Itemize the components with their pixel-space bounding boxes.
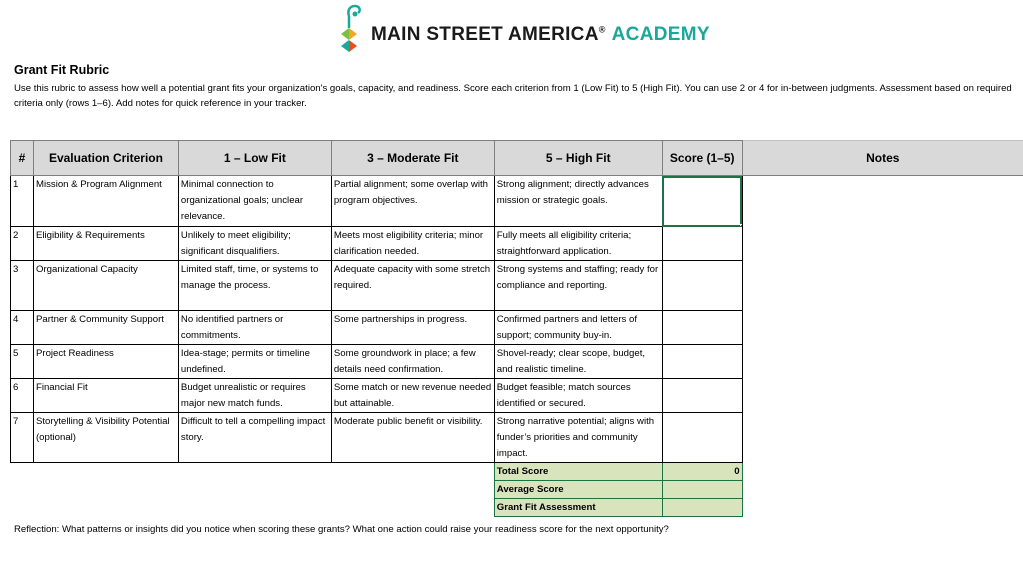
score-cell[interactable] (662, 413, 742, 463)
criterion-cell[interactable]: Eligibility & Requirements (33, 227, 178, 261)
table-row (11, 413, 1023, 463)
criterion-cell[interactable]: Project Readiness (33, 345, 178, 379)
high-fit-cell[interactable]: Strong systems and staffing; ready for compliance and reporting. (494, 261, 662, 311)
row-number[interactable]: 1 (11, 176, 34, 227)
grant-fit-assessment-label[interactable]: Grant Fit Assessment (494, 499, 662, 517)
table-row (11, 311, 1023, 345)
logo-mark-icon (333, 4, 365, 52)
moderate-fit-cell[interactable]: Meets most eligibility criteria; minor clarification needed. (331, 227, 494, 261)
table-row (11, 176, 1023, 227)
header-moderate-fit[interactable]: 3 – Moderate Fit (331, 141, 494, 176)
criterion-cell[interactable]: Mission & Program Alignment (33, 176, 178, 227)
average-score-row (11, 481, 1023, 499)
low-fit-cell[interactable]: Minimal connection to organizational goals; unclear relevance. (178, 176, 331, 227)
row-number[interactable]: 7 (11, 413, 34, 463)
row-number[interactable]: 6 (11, 379, 34, 413)
high-fit-cell[interactable]: Fully meets all eligibility criteria; straightforward application. (494, 227, 662, 261)
criterion-cell[interactable]: Storytelling & Visibility Potential (optional) (33, 413, 178, 463)
header-high-fit[interactable]: 5 – High Fit (494, 141, 662, 176)
header-criterion[interactable]: Evaluation Criterion (33, 141, 178, 176)
notes-cell[interactable] (742, 413, 1023, 463)
header-notes[interactable]: Notes (742, 141, 1023, 176)
low-fit-cell[interactable]: Unlikely to meet eligibility; significant disqualifiers. (178, 227, 331, 261)
logo-main-text: MAIN STREET AMERICA (371, 24, 599, 45)
criterion-cell[interactable]: Financial Fit (33, 379, 178, 413)
header-row (11, 141, 1023, 176)
high-fit-cell[interactable]: Strong narrative potential; aligns with funder’s priorities and community impact. (494, 413, 662, 463)
moderate-fit-cell[interactable]: Some groundwork in place; a few details need confirmation. (331, 345, 494, 379)
total-score-row (11, 463, 1023, 481)
fill-handle[interactable] (740, 224, 743, 227)
grant-fit-assessment-row (11, 499, 1023, 517)
score-cell[interactable] (662, 379, 742, 413)
row-number[interactable]: 5 (11, 345, 34, 379)
grant-fit-assessment-value[interactable] (662, 499, 742, 517)
score-cell[interactable] (662, 345, 742, 379)
score-cell[interactable] (662, 261, 742, 311)
rubric-table (10, 140, 1023, 517)
high-fit-cell[interactable]: Shovel-ready; clear scope, budget, and realistic timeline. (494, 345, 662, 379)
criterion-cell[interactable]: Organizational Capacity (33, 261, 178, 311)
moderate-fit-cell[interactable]: Some match or new revenue needed but attainable. (331, 379, 494, 413)
low-fit-cell[interactable]: Limited staff, time, or systems to manage the process. (178, 261, 331, 311)
low-fit-cell[interactable]: Idea-stage; permits or timeline undefined. (178, 345, 331, 379)
notes-cell[interactable] (742, 261, 1023, 311)
intro-text: Use this rubric to assess how well a potential grant fits your organization's goals, capacity, and readiness. Score each criterion from 1 (Low Fit) to 5 (High Fit). You can use 2 or 4 for in-between judgments. Assessment based on required criteria only (rows 1–6). Add notes for quick reference in your tracker. (14, 83, 1012, 109)
low-fit-cell[interactable]: Difficult to tell a compelling impact story. (178, 413, 331, 463)
header-score[interactable]: Score (1–5) (662, 141, 742, 176)
score-cell-selected[interactable] (662, 176, 742, 227)
row-number[interactable]: 4 (11, 311, 34, 345)
header-number[interactable]: # (11, 141, 34, 176)
low-fit-cell[interactable]: No identified partners or commitments. (178, 311, 331, 345)
moderate-fit-cell[interactable]: Partial alignment; some overlap with program objectives. (331, 176, 494, 227)
notes-cell[interactable] (742, 379, 1023, 413)
high-fit-cell[interactable]: Budget feasible; match sources identified or secured. (494, 379, 662, 413)
total-score-label[interactable]: Total Score (494, 463, 662, 481)
score-cell[interactable] (662, 227, 742, 261)
table-row (11, 261, 1023, 311)
average-score-value[interactable] (662, 481, 742, 499)
row-number[interactable]: 3 (11, 261, 34, 311)
reflection-text: Reflection: What patterns or insights did you notice when scoring these grants? What one action could raise your readiness score for the next opportunity? (14, 524, 669, 535)
logo-registered-mark: ® (598, 24, 606, 35)
notes-cell[interactable] (742, 227, 1023, 261)
moderate-fit-cell[interactable]: Moderate public benefit or visibility. (331, 413, 494, 463)
table-row (11, 379, 1023, 413)
criterion-cell[interactable]: Partner & Community Support (33, 311, 178, 345)
main-street-america-academy-logo (333, 2, 710, 54)
notes-cell[interactable] (742, 311, 1023, 345)
logo-academy-text: ACADEMY (611, 24, 710, 45)
header-low-fit[interactable]: 1 – Low Fit (178, 141, 331, 176)
table-row (11, 227, 1023, 261)
average-score-label[interactable]: Average Score (494, 481, 662, 499)
notes-cell[interactable] (742, 345, 1023, 379)
moderate-fit-cell[interactable]: Some partnerships in progress. (331, 311, 494, 345)
notes-cell[interactable] (742, 176, 1023, 227)
moderate-fit-cell[interactable]: Adequate capacity with some stretch required. (331, 261, 494, 311)
row-number[interactable]: 2 (11, 227, 34, 261)
low-fit-cell[interactable]: Budget unrealistic or requires major new match funds. (178, 379, 331, 413)
score-cell[interactable] (662, 311, 742, 345)
table-row (11, 345, 1023, 379)
page-title: Grant Fit Rubric (14, 63, 110, 77)
high-fit-cell[interactable]: Confirmed partners and letters of support; community buy-in. (494, 311, 662, 345)
total-score-value[interactable]: 0 (662, 463, 742, 481)
high-fit-cell[interactable]: Strong alignment; directly advances mission or strategic goals. (494, 176, 662, 227)
